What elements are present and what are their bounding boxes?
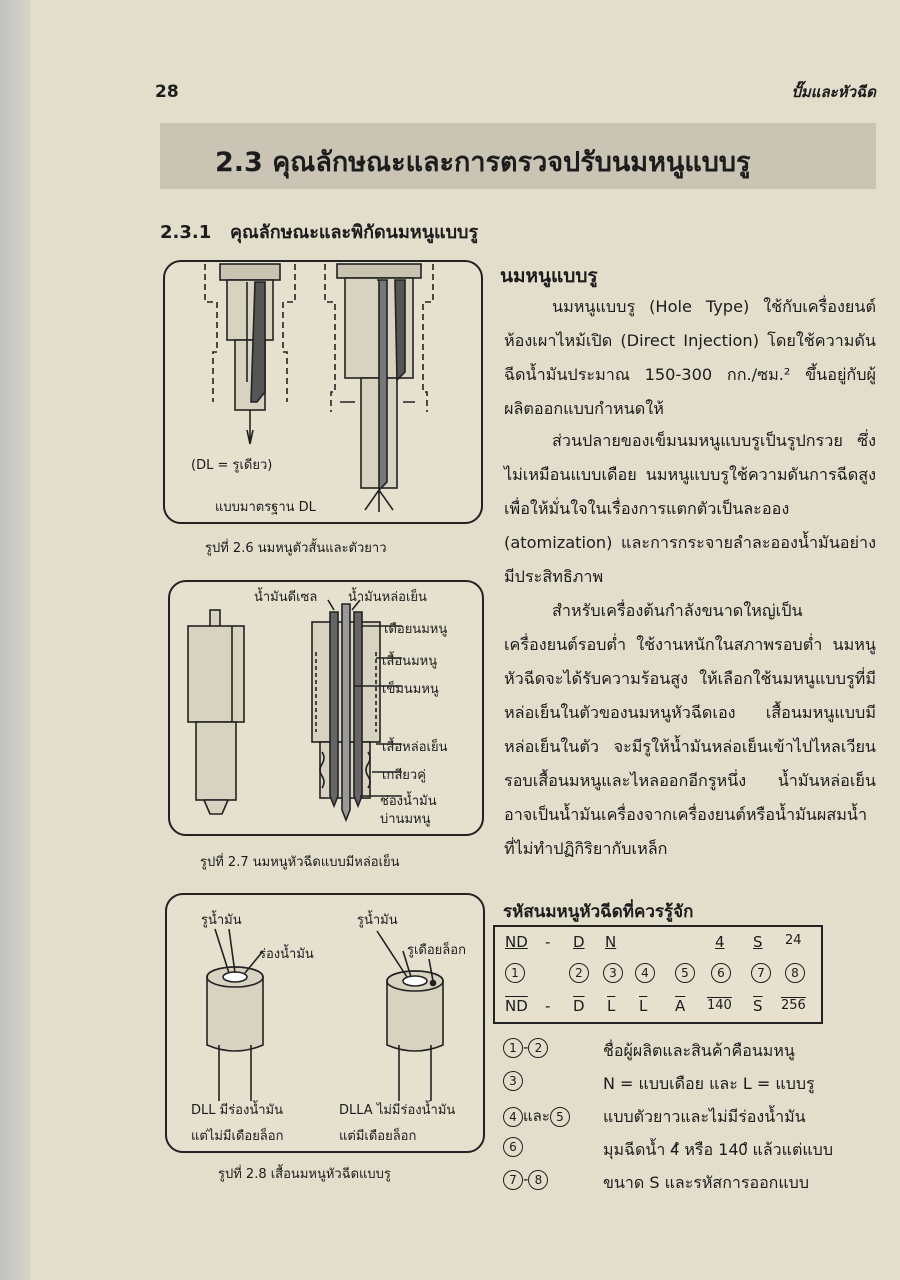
code-r2-c3: 2 <box>569 963 589 983</box>
label-nozzle-shoulder: บ่านมหนู <box>380 812 431 827</box>
page-number: 28 <box>155 82 179 102</box>
paragraph-2: ส่วนปลายของเข็มนมหนูแบบรูเป็นรูปกรวย ซึ่งไม่เหมือนแบบเดือย นมหนูแบบรูใช้ความดันการฉีดสูงเพื่อให้มั่นใจในเรื่องการแตกตัวเป็นละออง (atomization) และการกระจายลำละอองน้ำมันอย่างมีประสิทธิภาพ <box>504 431 876 586</box>
legend-4-text: มุมฉีดน้ำ 4ํ หรือ 140ํ แล้วแต่แบบ <box>603 1140 833 1159</box>
legend-3-sep: และ <box>523 1107 550 1125</box>
code-r2-c6: 5 <box>675 963 695 983</box>
label-nozzle-needle: เข็มนมหนู <box>382 682 439 697</box>
code-r3-c2: - <box>545 997 551 1015</box>
label-needle-guide: เดือยนมหนู <box>384 622 448 637</box>
code-table-heading: รหัสนมหนูหัวฉีดที่ควรรู้จัก <box>503 902 694 922</box>
legend-row-2 <box>503 1068 878 1098</box>
label-coolant-oil: น้ำมันหล่อเย็น <box>348 590 427 605</box>
paragraph-1: นมหนูแบบรู (Hole Type) ใช้กับเครื่องยนต์ห้องเผาไหม้เปิด (Direct Injection) โดยใช้ความดันฉีดน้ำมันประมาณ 150-300 กก./ซม.² ขึ้นอยู่กับผู้ผลิตออกแบบกำหนดให้ <box>504 297 876 418</box>
code-r3-c5: $\overline{L}$ <box>639 997 648 1015</box>
code-r1-c4: N <box>605 933 617 951</box>
legend-row-4 <box>503 1134 878 1164</box>
legend-1-sep: - <box>523 1038 529 1056</box>
label-standard-dl: แบบมาตรฐาน DL <box>215 500 316 515</box>
legend-row-3 <box>503 1101 878 1131</box>
label-dll-line2: แต่ไม่มีเดือยล็อก <box>191 1129 284 1144</box>
figure-2-8 <box>165 893 485 1153</box>
legend-2-text: N = แบบเดือย และ L = แบบรู <box>603 1074 815 1093</box>
code-r1-c6: 4 <box>715 933 725 951</box>
label-dlla-line2: แต่มีเดือยล็อก <box>339 1129 417 1144</box>
code-r2-c1: 1 <box>505 963 525 983</box>
label-coolant-sleeve: เสื้อหล่อเย็น <box>382 740 448 755</box>
figure-2-6-caption: รูปที่ 2.6 นมหนูตัวสั้นและตัวยาว <box>205 541 387 556</box>
section-title: 2.3 คุณลักษณะและการตรวจปรับนมหนูแบบรู <box>215 147 751 178</box>
legend-1-text: ชื่อผู้ผลิตและสินค้าคือนมหนู <box>603 1041 795 1060</box>
figure-2-7 <box>168 580 484 836</box>
figure-2-6 <box>163 260 483 524</box>
legend-5-key-a: 7 <box>503 1170 523 1190</box>
code-r3-c6: $\overline{A}$ <box>675 997 686 1015</box>
code-r3-c8: $\overline{S}$ <box>753 997 763 1015</box>
label-double-thread: เกลียวคู่ <box>382 768 426 783</box>
label-oil-hole-right: รูน้ำมัน <box>357 913 398 928</box>
code-r1-c2: - <box>545 933 551 951</box>
nozzle-short-long-illustration <box>165 262 481 522</box>
legend-3-key-b: 5 <box>550 1107 570 1127</box>
article-heading: นมหนูแบบรู <box>500 265 598 287</box>
legend-3-text: แบบตัวยาวและไม่มีร่องน้ำมัน <box>603 1107 806 1126</box>
code-r1-c7: S <box>753 933 763 951</box>
legend-2-key-a: 3 <box>503 1071 523 1091</box>
code-r3-c9: 256 <box>781 998 806 1013</box>
legend-1-key-a: 1 <box>503 1038 523 1058</box>
label-nozzle-sleeve: เสื้อนมหนู <box>382 654 438 669</box>
label-lock-pin-hole: รูเดือยล็อก <box>407 943 466 958</box>
code-r3-c4: $\overline{L}$ <box>607 997 616 1015</box>
legend-5-text: ขนาด S และรหัสการออกแบบ <box>603 1173 809 1192</box>
label-oil-hole-left: รูน้ำมัน <box>201 913 242 928</box>
paragraph-3: สำหรับเครื่องต้นกำลังขนาดใหญ่เป็นเครื่องยนต์รอบต่ำ ใช้งานหนักในสภาพรอบต่ำ นมหนูหัวฉีดจะได้รับความร้อนสูง ให้เลือกใช้นมหนูแบบรูที่มีหล่อเย็นในตัวของนมหนูหัวฉีดเอง เสื้อนมหนูแบบมีหล่อเย็นในตัว จะมีรูให้น้ำมันหล่อเย็นเข้าไปไหลเวียนรอบเสื้อนมหนูและไหลออกอีกรูหนึ่ง น้ำมันหล่อเย็นอาจเป็นน้ำมันเครื่องจากเครื่องยนต์หรือน้ำมันผสมน้ำที่ไม่ทำปฏิกิริยากับเหล็ก <box>504 601 876 858</box>
label-dll-line1: DLL มีร่องน้ำมัน <box>191 1103 283 1118</box>
code-r2-c8: 7 <box>751 963 771 983</box>
legend-row-1 <box>503 1035 878 1065</box>
subsection-title: คุณลักษณะและพิกัดนมหนูแบบรู <box>230 222 479 243</box>
label-diesel-oil: น้ำมันดีเซล <box>254 590 318 605</box>
legend-row-5 <box>503 1167 878 1197</box>
legend-3-key-a: 4 <box>503 1107 523 1127</box>
label-dl-single-hole: (DL = รูเดียว) <box>191 458 273 473</box>
code-r3-c1: $\overline{ND}$ <box>505 997 528 1015</box>
code-r3-c3: $\overline{D}$ <box>573 997 585 1015</box>
code-r3-c7: 140 <box>707 998 732 1013</box>
code-r1-c8: 24 <box>785 933 802 948</box>
code-r2-c7: 6 <box>711 963 731 983</box>
legend-1-key-b: 2 <box>528 1038 548 1058</box>
subsection-number: 2.3.1 <box>160 222 212 243</box>
running-title: ปั๊มและหัวฉีด <box>791 83 876 101</box>
code-table <box>493 925 823 1024</box>
figure-2-8-caption: รูปที่ 2.8 เสื้อนมหนูหัวฉีดแบบรู <box>218 1167 391 1182</box>
legend-4-key-a: 6 <box>503 1137 523 1157</box>
label-oil-groove: ร่องน้ำมัน <box>259 947 314 962</box>
code-r2-c4: 3 <box>603 963 623 983</box>
label-dlla-line1: DLLA ไม่มีร่องน้ำมัน <box>339 1103 456 1118</box>
legend-5-sep: - <box>523 1170 529 1188</box>
legend-5-key-b: 8 <box>528 1170 548 1190</box>
subsection-heading <box>160 217 478 246</box>
code-r1-c3: D <box>573 933 585 951</box>
label-oil-channel: ช่องน้ำมัน <box>380 794 437 809</box>
code-r1-c1: ND <box>505 933 528 951</box>
figure-2-7-caption: รูปที่ 2.7 นมหนูหัวฉีดแบบมีหล่อเย็น <box>200 855 400 870</box>
code-r2-c5: 4 <box>635 963 655 983</box>
code-r2-c9: 8 <box>785 963 805 983</box>
book-edge <box>0 0 34 1280</box>
